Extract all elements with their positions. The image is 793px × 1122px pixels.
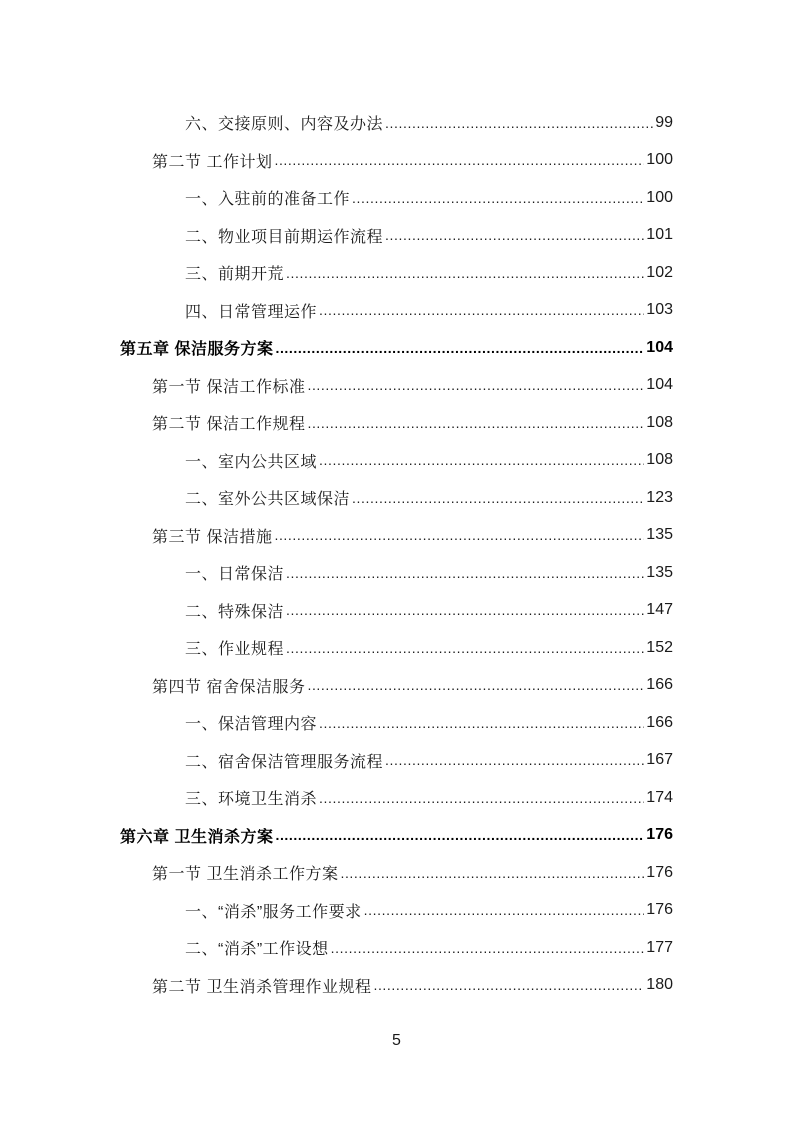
toc-entry[interactable] xyxy=(0,479,793,517)
toc-entry-title: 第二节 卫生消杀管理作业规程 xyxy=(152,978,372,996)
toc-entry[interactable] xyxy=(0,217,793,255)
toc-entry[interactable] xyxy=(0,442,793,480)
toc-entry-page: 108 xyxy=(646,451,673,469)
toc-entry-page: 99 xyxy=(655,113,673,131)
dot-leader xyxy=(319,302,644,318)
dot-leader xyxy=(275,340,644,356)
dot-leader xyxy=(307,377,644,393)
toc-entry-page: 176 xyxy=(646,826,673,844)
toc-entry[interactable] xyxy=(0,854,793,892)
dot-leader xyxy=(319,452,644,468)
dot-leader xyxy=(364,902,645,918)
toc-entry-page: 166 xyxy=(646,676,673,694)
toc-entry[interactable] xyxy=(0,667,793,705)
toc-entry[interactable] xyxy=(0,967,793,1005)
toc-entry[interactable] xyxy=(0,254,793,292)
toc-entry[interactable] xyxy=(0,142,793,180)
toc-entry-title: 第四节 宿舍保洁服务 xyxy=(152,678,306,696)
toc-entry-title: 一、“消杀”服务工作要求 xyxy=(185,903,362,921)
toc-entry-page: 152 xyxy=(646,638,673,656)
toc-entry-title: 一、日常保洁 xyxy=(185,566,285,584)
toc-entry-title: 第五章 保洁服务方案 xyxy=(120,341,274,359)
page-number: 5 xyxy=(392,1032,401,1049)
toc-entry-page: 104 xyxy=(646,338,673,356)
dot-leader xyxy=(385,227,644,243)
dot-leader xyxy=(352,490,644,506)
toc-entry-title: 第二节 工作计划 xyxy=(152,153,273,171)
dot-leader xyxy=(307,677,644,693)
toc-entry-title: 三、作业规程 xyxy=(185,641,285,659)
dot-leader xyxy=(286,640,644,656)
toc-entry-title: 六、交接原则、内容及办法 xyxy=(185,116,384,134)
toc-entry-title: 第一节 保洁工作标准 xyxy=(152,378,306,396)
toc-entry-page: 180 xyxy=(646,976,673,994)
toc-entry-title: 一、入驻前的准备工作 xyxy=(185,191,351,209)
toc-entry-title: 第三节 保洁措施 xyxy=(152,528,273,546)
toc-chapter-entry[interactable] xyxy=(0,329,793,367)
table-of-contents xyxy=(0,104,793,1004)
dot-leader xyxy=(340,865,644,881)
toc-entry[interactable] xyxy=(0,742,793,780)
toc-entry-page: 104 xyxy=(646,376,673,394)
toc-entry-title: 四、日常管理运作 xyxy=(185,303,318,321)
dot-leader xyxy=(385,115,653,131)
toc-entry[interactable] xyxy=(0,104,793,142)
toc-entry[interactable] xyxy=(0,404,793,442)
toc-entry-title: 二、室外公共区域保洁 xyxy=(185,491,351,509)
toc-entry-page: 167 xyxy=(646,751,673,769)
toc-entry-title: 第六章 卫生消杀方案 xyxy=(120,828,274,846)
toc-entry-page: 135 xyxy=(646,563,673,581)
toc-entry-page: 100 xyxy=(646,188,673,206)
toc-entry[interactable] xyxy=(0,892,793,930)
dot-leader xyxy=(274,152,644,168)
toc-entry-page: 108 xyxy=(646,413,673,431)
dot-leader xyxy=(307,415,644,431)
toc-entry-title: 第一节 卫生消杀工作方案 xyxy=(152,866,339,884)
dot-leader xyxy=(286,565,644,581)
toc-entry[interactable] xyxy=(0,554,793,592)
dot-leader xyxy=(319,715,644,731)
toc-entry-page: 123 xyxy=(646,488,673,506)
toc-entry-title: 二、宿舍保洁管理服务流程 xyxy=(185,753,384,771)
dot-leader xyxy=(352,190,644,206)
dot-leader xyxy=(286,265,644,281)
toc-entry-page: 176 xyxy=(646,901,673,919)
toc-entry-page: 101 xyxy=(646,226,673,244)
toc-entry-page: 100 xyxy=(646,151,673,169)
toc-entry-page: 103 xyxy=(646,301,673,319)
toc-entry[interactable] xyxy=(0,292,793,330)
toc-entry-title: 二、特殊保洁 xyxy=(185,603,285,621)
toc-entry-title: 二、物业项目前期运作流程 xyxy=(185,228,384,246)
toc-entry-page: 166 xyxy=(646,713,673,731)
dot-leader xyxy=(286,602,644,618)
dot-leader xyxy=(274,527,644,543)
dot-leader xyxy=(319,790,644,806)
dot-leader xyxy=(373,977,644,993)
toc-entry-page: 176 xyxy=(646,863,673,881)
toc-entry-page: 135 xyxy=(646,526,673,544)
toc-entry[interactable] xyxy=(0,779,793,817)
toc-entry-title: 二、“消杀”工作设想 xyxy=(185,941,329,959)
toc-entry-page: 177 xyxy=(646,938,673,956)
toc-entry[interactable] xyxy=(0,367,793,405)
toc-entry[interactable] xyxy=(0,592,793,630)
toc-entry-title: 三、前期开荒 xyxy=(185,266,285,284)
dot-leader xyxy=(385,752,644,768)
toc-entry[interactable] xyxy=(0,704,793,742)
toc-entry-page: 147 xyxy=(646,601,673,619)
toc-entry[interactable] xyxy=(0,517,793,555)
toc-chapter-entry[interactable] xyxy=(0,817,793,855)
toc-entry-title: 三、环境卫生消杀 xyxy=(185,791,318,809)
toc-entry[interactable] xyxy=(0,929,793,967)
dot-leader xyxy=(331,940,645,956)
toc-entry-title: 第二节 保洁工作规程 xyxy=(152,416,306,434)
toc-entry[interactable] xyxy=(0,179,793,217)
toc-entry-title: 一、室内公共区域 xyxy=(185,453,318,471)
toc-entry-page: 174 xyxy=(646,788,673,806)
toc-entry-page: 102 xyxy=(646,263,673,281)
toc-entry[interactable] xyxy=(0,629,793,667)
dot-leader xyxy=(275,827,644,843)
toc-entry-title: 一、保洁管理内容 xyxy=(185,716,318,734)
